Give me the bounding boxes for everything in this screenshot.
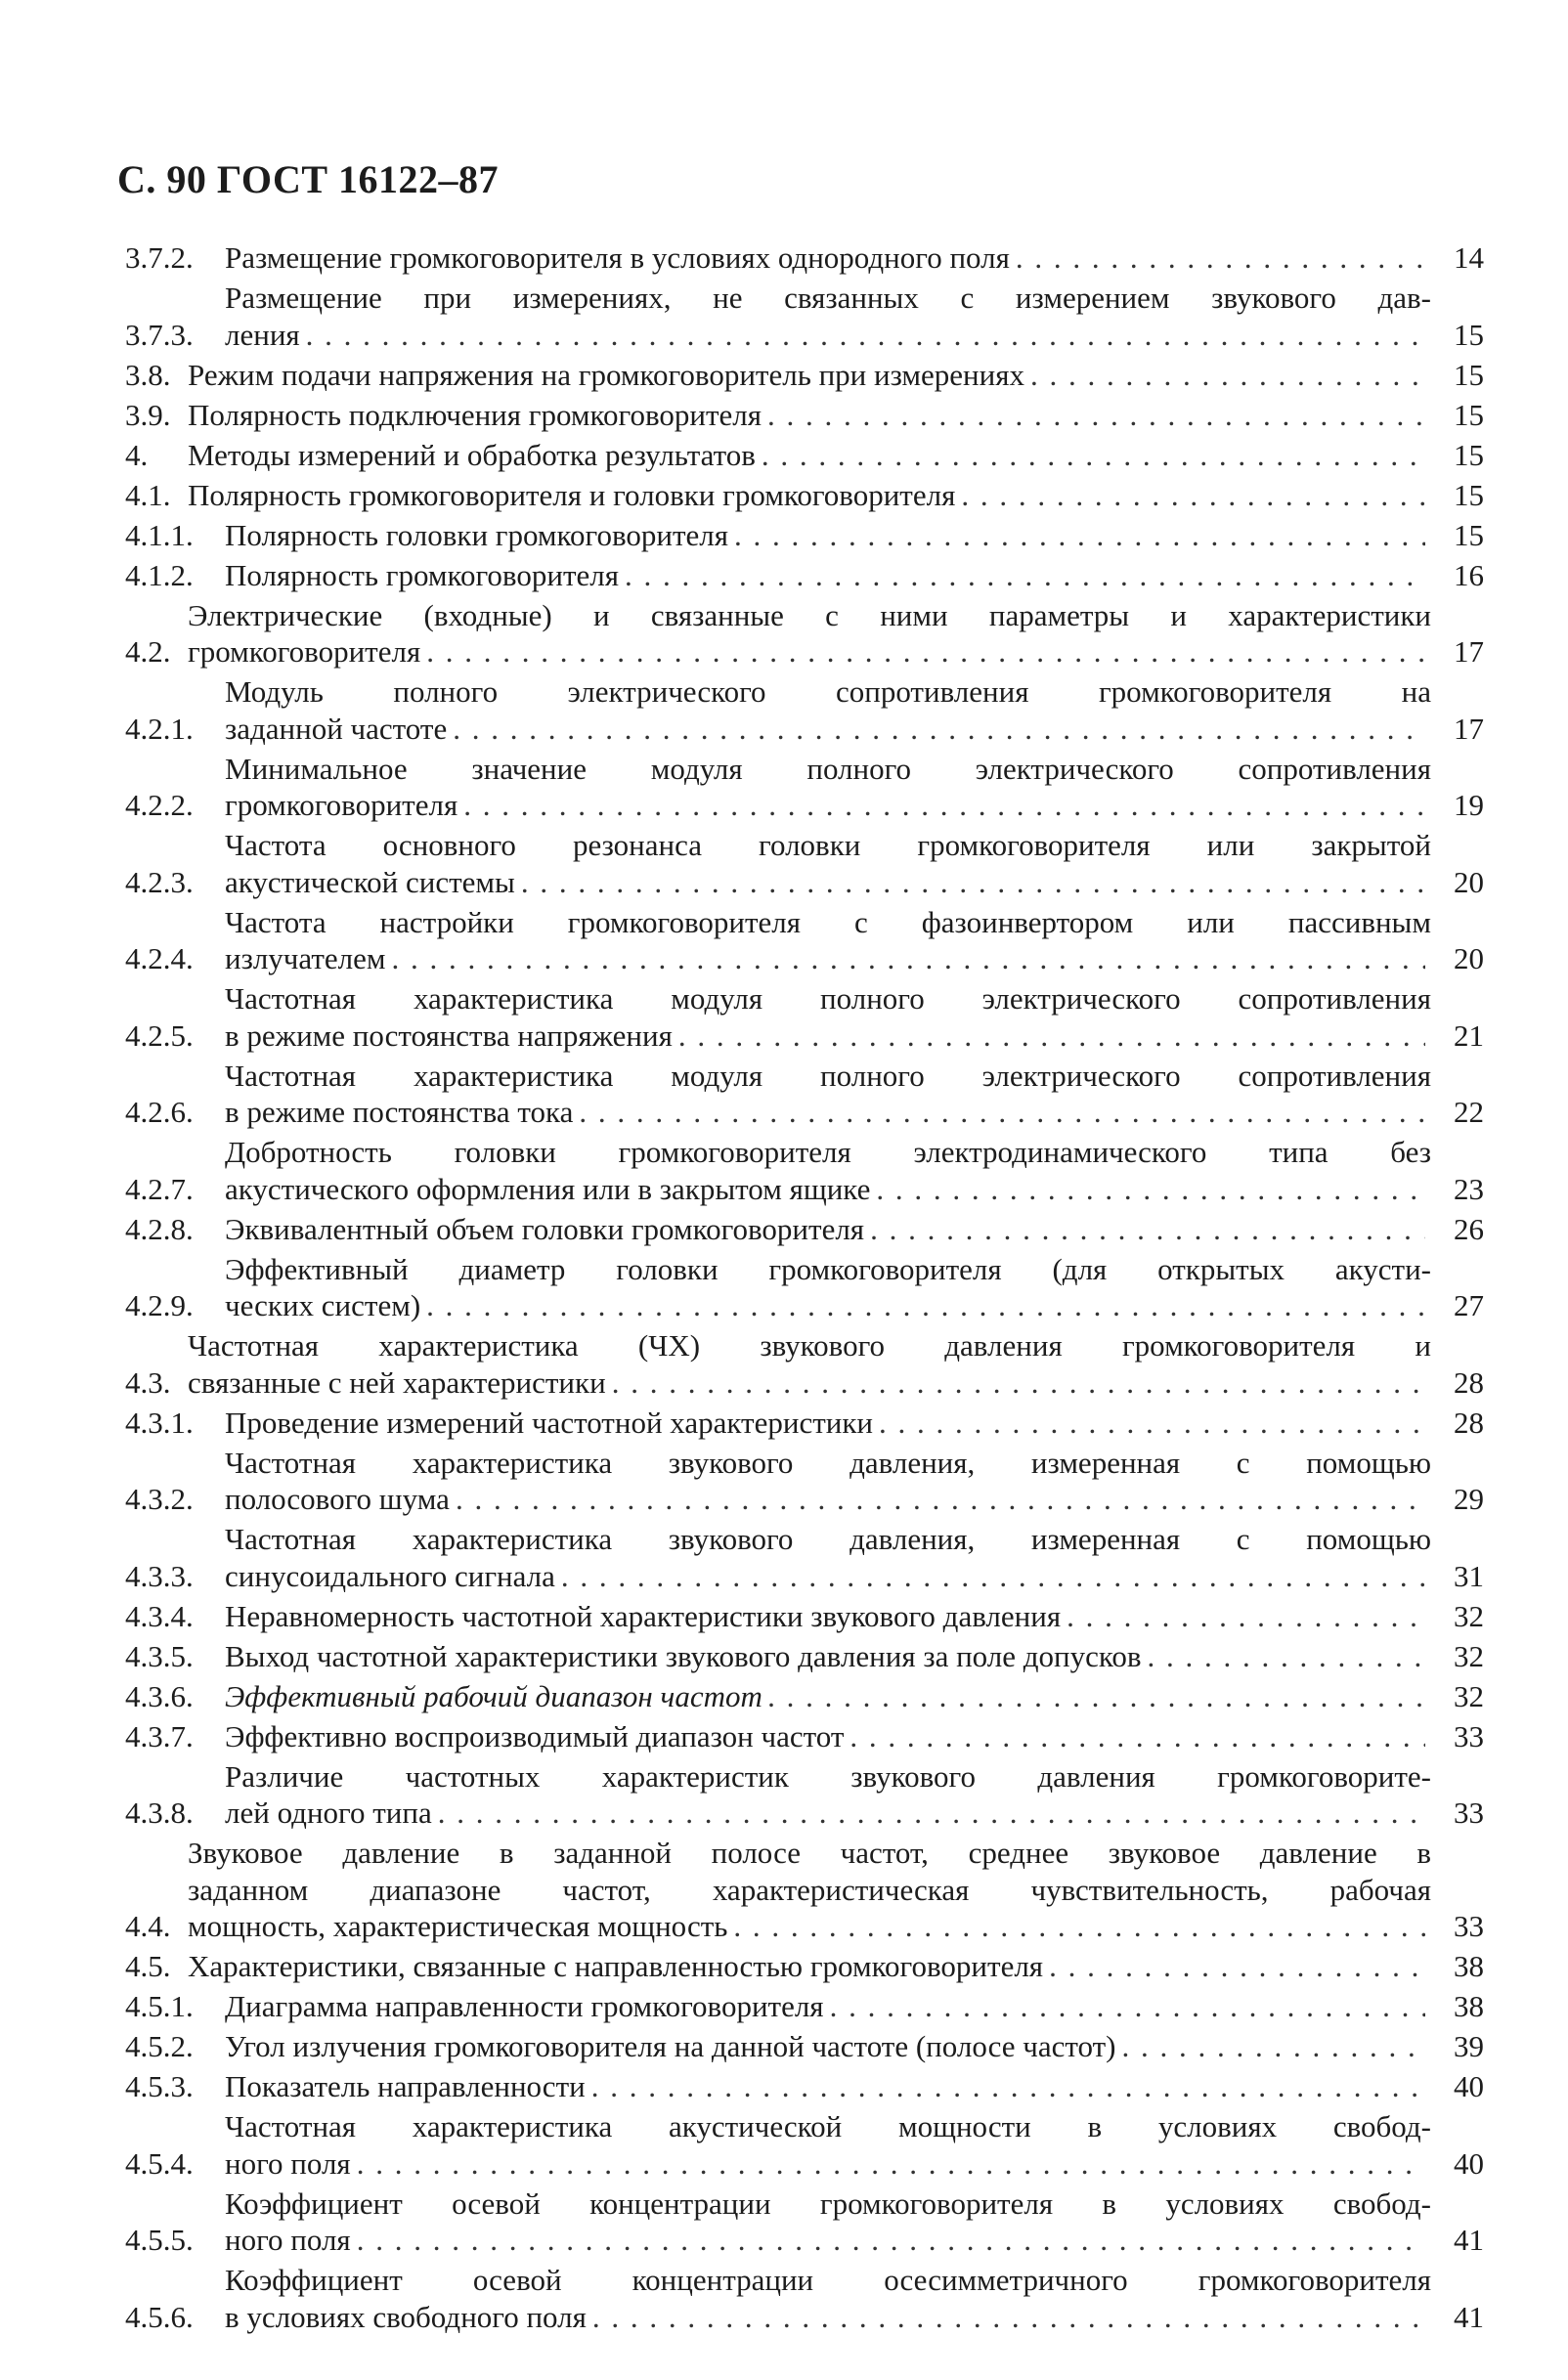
dot-leader	[453, 711, 1425, 748]
dot-leader	[357, 2145, 1425, 2183]
toc-entry	[125, 1058, 1484, 1131]
toc-entry	[125, 1678, 1484, 1715]
toc-entry-title-line: Показатель направленности	[225, 2069, 586, 2103]
toc-entry-title-line: Выход частотной характеристики звукового давления за поле допусков	[225, 1638, 1142, 1673]
toc-entry-page: 16	[1454, 557, 1484, 592]
toc-entry-number: 4.3.4.	[125, 1598, 194, 1633]
toc-entry-title-line: Эффективный рабочий диапазон частот	[225, 1678, 762, 1713]
toc-entry-number: 4.3.6.	[125, 1678, 194, 1713]
toc-entry-number: 4.5.4.	[125, 2145, 194, 2181]
toc-entry	[125, 1598, 1484, 1635]
toc-entry-page: 15	[1454, 317, 1484, 352]
dot-leader	[612, 1364, 1425, 1402]
toc-entry	[125, 397, 1484, 434]
toc-entry-page: 23	[1454, 1171, 1484, 1206]
toc-entry-title-line: Частотная характеристика (ЧХ) звукового давления громкоговорителя и	[188, 1328, 1431, 1363]
toc-entry-title-line: ления	[225, 317, 300, 352]
dot-leader	[463, 787, 1425, 824]
toc-entry-page: 17	[1454, 634, 1484, 669]
toc-entry-page: 28	[1454, 1364, 1484, 1400]
toc-entry-page: 15	[1454, 437, 1484, 472]
toc-entry-number: 4.2.1.	[125, 711, 194, 746]
toc-entry-title-line: Размещение громкоговорителя в условиях однородного поля	[225, 240, 1010, 275]
dot-leader	[830, 1988, 1425, 2025]
dot-leader	[879, 1405, 1425, 1442]
dot-leader	[426, 1287, 1425, 1324]
toc-entry-title-line: акустической системы	[225, 864, 515, 899]
toc-entry-title-line: полосового шума	[225, 1482, 450, 1516]
toc-entry-title-line: ческих систем)	[225, 1288, 421, 1322]
toc-entry-title-line: Методы измерений и обработка результатов	[188, 437, 756, 472]
toc-entry	[125, 280, 1484, 353]
toc-entry-title-line: Коэффициент осевой концентрации громкоговорителя в условиях свобод-	[225, 2185, 1431, 2221]
dot-leader	[357, 2222, 1425, 2259]
toc-entry-page: 31	[1454, 1558, 1484, 1593]
toc-entry-page: 32	[1454, 1678, 1484, 1713]
toc-entry-number: 4.3.3.	[125, 1558, 194, 1593]
toc-entry-title-line: мощность, характеристическая мощность	[188, 1909, 728, 1943]
dot-leader	[678, 1017, 1425, 1055]
toc-entry-page: 29	[1454, 1482, 1484, 1516]
toc-entry-title-line: Характеристики, связанные с направленностью громкоговорителя	[188, 1949, 1044, 1983]
dot-leader	[1067, 1598, 1425, 1635]
dot-leader	[876, 1171, 1425, 1208]
toc-entry	[125, 1638, 1484, 1675]
toc-entry-number: 4.3.	[125, 1364, 171, 1400]
toc-entry-page: 38	[1454, 1989, 1484, 2023]
dot-leader	[1030, 357, 1425, 394]
toc-entry-title-line: Эффективный диаметр головки громкоговорителя (для открытых акусти-	[225, 1251, 1431, 1286]
toc-entry-page: 20	[1454, 941, 1484, 975]
toc-entry-number: 3.7.3.	[125, 317, 194, 352]
toc-entry-title-line: Частотная характеристика звукового давления, измеренная с помощью	[225, 1445, 1431, 1480]
toc-entry	[125, 2108, 1484, 2182]
toc-entry-title-line: связанные с ней характеристики	[188, 1364, 606, 1400]
dot-leader	[438, 1795, 1425, 1832]
toc-entry-page: 19	[1454, 788, 1484, 822]
toc-entry-number: 4.2.5.	[125, 1017, 194, 1053]
toc-entry-title-line: синусоидального сигнала	[225, 1558, 555, 1593]
toc-entry-page: 40	[1454, 2069, 1484, 2103]
toc-entry-number: 4.2.7.	[125, 1171, 194, 1206]
toc-entry-title-line: Минимальное значение модуля полного электрического сопротивления	[225, 751, 1431, 786]
dot-leader	[521, 864, 1425, 901]
toc-entry-title-line: громкоговорителя	[188, 634, 421, 669]
toc-entry-title-line: заданном диапазоне частот, характеристическая чувствительность, рабочая	[188, 1872, 1431, 1907]
toc-entry	[125, 357, 1484, 394]
toc-entry	[125, 2068, 1484, 2105]
toc-entry-number: 4.3.7.	[125, 1718, 194, 1753]
toc-entry-page: 14	[1454, 240, 1484, 275]
toc-entry-page: 17	[1454, 711, 1484, 746]
toc-entry-number: 3.8.	[125, 357, 171, 392]
toc-entry-page: 15	[1454, 517, 1484, 552]
toc-entry-title-line: излучателем	[225, 941, 386, 975]
dot-leader	[1148, 1638, 1426, 1675]
toc-entry-title-line: Модуль полного электрического сопротивления громкоговорителя на	[225, 674, 1431, 709]
toc-entry	[125, 477, 1484, 514]
toc-entry-title-line: Частота настройки громкоговорителя с фазоинвертором или пассивным	[225, 904, 1431, 939]
toc-entry-title-line: Частотная характеристика модуля полного электрического сопротивления	[225, 981, 1431, 1016]
dot-leader	[734, 517, 1425, 554]
toc-entry-number: 4.5.5.	[125, 2223, 194, 2257]
toc-entry-title-line: Эквивалентный объем головки громкоговорителя	[225, 1211, 865, 1246]
toc-entry-title-line: Частотная характеристика звукового давления, измеренная с помощью	[225, 1522, 1431, 1556]
dot-leader	[762, 437, 1425, 474]
dot-leader	[849, 1718, 1425, 1755]
toc-entry-title-line: акустического оформления или в закрытом ящике	[225, 1171, 871, 1206]
toc-entry-title-line: громкоговорителя	[225, 788, 458, 822]
toc-entry-title-line: Частота основного резонанса головки громкоговорителя или закрытой	[225, 828, 1431, 862]
toc-entry	[125, 1251, 1484, 1324]
toc-entry-title-line: Угол излучения громкоговорителя на данной частоте (полосе частот)	[225, 2029, 1116, 2063]
toc-entry	[125, 1211, 1484, 1248]
toc-entry-number: 4.5.	[125, 1949, 171, 1983]
toc-entry-title-line: Проведение измерений частотной характеристики	[225, 1405, 873, 1440]
dot-leader	[767, 397, 1425, 434]
toc-entry	[125, 1835, 1484, 1945]
toc-entry-page: 26	[1454, 1211, 1484, 1246]
toc-entry	[125, 751, 1484, 824]
toc-entry	[125, 904, 1484, 977]
toc-entry-title-line: Электрические (входные) и связанные с ними параметры и характеристики	[188, 597, 1431, 632]
dot-leader	[870, 1211, 1425, 1248]
dot-leader	[426, 633, 1425, 671]
toc-entry-number: 4.1.	[125, 477, 171, 512]
toc-entry-page: 15	[1454, 477, 1484, 512]
toc-entry-number: 4.3.8.	[125, 1796, 194, 1830]
dot-leader	[768, 1678, 1425, 1715]
toc-entry-page: 22	[1454, 1095, 1484, 1129]
toc-entry	[125, 1758, 1484, 1832]
toc-entry-number: 4.5.1.	[125, 1989, 194, 2023]
toc-entry	[125, 1948, 1484, 1985]
toc-entry-title-line: Полярность головки громкоговорителя	[225, 517, 729, 552]
toc-entry-title-line: ного поля	[225, 2223, 351, 2257]
toc-entry	[125, 827, 1484, 900]
toc-entry-number: 4.2.6.	[125, 1095, 194, 1129]
toc-entry-title-line: Размещение при измерениях, не связанных с измерением звукового дав-	[225, 281, 1431, 315]
toc-entry	[125, 1405, 1484, 1442]
toc-entry-number: 4.5.3.	[125, 2069, 194, 2103]
toc-entry-page: 41	[1454, 2223, 1484, 2257]
toc-entry-page: 39	[1454, 2029, 1484, 2063]
dot-leader	[1016, 239, 1425, 277]
dot-leader	[456, 1481, 1425, 1518]
toc-entry	[125, 597, 1484, 671]
dot-leader	[561, 1558, 1425, 1595]
toc-entry-number: 4.2.	[125, 634, 171, 669]
toc-entry-number: 4.2.3.	[125, 864, 194, 899]
toc-entry-number: 4.4.	[125, 1909, 171, 1943]
toc-entry-title-line: Полярность громкоговорителя и головки громкоговорителя	[188, 477, 956, 512]
toc-entry	[125, 557, 1484, 594]
toc-entry-number: 4.2.8.	[125, 1211, 194, 1246]
toc-entry-number: 4.3.1.	[125, 1405, 194, 1440]
toc-entry-title-line: Полярность громкоговорителя	[225, 557, 619, 592]
toc-entry-page: 32	[1454, 1598, 1484, 1633]
toc-entry-title-line: в режиме постоянства тока	[225, 1095, 574, 1129]
toc-entry	[125, 1445, 1484, 1518]
page-header: С. 90 ГОСТ 16122–87	[117, 157, 500, 201]
toc-entry-title-line: Полярность подключения громкоговорителя	[188, 397, 762, 432]
toc-entry	[125, 517, 1484, 554]
toc-entry-number: 4.1.1.	[125, 517, 194, 552]
toc-entry	[125, 1718, 1484, 1755]
toc-entry-page: 33	[1454, 1909, 1484, 1943]
toc-entry-title-line: заданной частоте	[225, 711, 448, 746]
toc-entry-title-line: Различие частотных характеристик звукового давления громкоговорите-	[225, 1758, 1431, 1794]
dot-leader	[579, 1094, 1425, 1131]
toc-entry-page: 27	[1454, 1288, 1484, 1322]
dot-leader	[392, 940, 1425, 977]
toc-entry	[125, 2028, 1484, 2065]
toc-entry-page: 33	[1454, 1718, 1484, 1753]
toc-entry-title-line: Добротность головки громкоговорителя электродинамического типа без	[225, 1135, 1431, 1169]
toc-entry-number: 4.2.4.	[125, 941, 194, 975]
dot-leader	[1049, 1948, 1425, 1985]
toc-entry-title-line: Коэффициент осевой концентрации осесимметричного громкоговорителя	[225, 2263, 1431, 2297]
toc-entry-title-line: Эффективно воспроизводимый диапазон частот	[225, 1718, 845, 1753]
toc-entry-page: 21	[1454, 1017, 1484, 1053]
toc-entry	[125, 437, 1484, 474]
toc-entry	[125, 1988, 1484, 2025]
toc-entry-number: 3.9.	[125, 397, 171, 432]
toc-entry-number: 4.3.5.	[125, 1638, 194, 1673]
toc-entry-title-line: лей одного типа	[225, 1796, 432, 1830]
toc-entry-title-line: Режим подачи напряжения на громкоговоритель при измерениях	[188, 357, 1024, 392]
toc-entry-page: 41	[1454, 2299, 1484, 2334]
toc-entry	[125, 673, 1484, 747]
table-of-contents	[125, 239, 1484, 2339]
toc-entry	[125, 2262, 1484, 2335]
toc-entry	[125, 980, 1484, 1054]
toc-entry-number: 4.	[125, 437, 149, 472]
toc-entry-title-line: Частотная характеристика акустической мощности в условиях свобод-	[225, 2109, 1431, 2143]
toc-entry-title-line: в режиме постоянства напряжения	[225, 1017, 673, 1053]
toc-entry-number: 4.5.2.	[125, 2029, 194, 2063]
dot-leader	[306, 317, 1425, 354]
toc-entry-page: 40	[1454, 2145, 1484, 2181]
toc-entry-page: 20	[1454, 864, 1484, 899]
toc-entry	[125, 1134, 1484, 1207]
toc-entry-title-line: Звуковое давление в заданной полосе частот, среднее звуковое давление в	[188, 1836, 1431, 1870]
toc-entry-number: 4.3.2.	[125, 1482, 194, 1516]
toc-entry-number: 3.7.2.	[125, 240, 194, 275]
toc-entry-title-line: ного поля	[225, 2145, 351, 2181]
dot-leader	[1121, 2028, 1425, 2065]
toc-entry-title-line: Неравномерность частотной характеристики звукового давления	[225, 1598, 1062, 1633]
toc-entry-title-line: Частотная характеристика модуля полного электрического сопротивления	[225, 1058, 1431, 1093]
toc-entry-page: 28	[1454, 1405, 1484, 1440]
toc-entry	[125, 2185, 1484, 2259]
toc-entry	[125, 1521, 1484, 1594]
toc-entry-page: 15	[1454, 397, 1484, 432]
toc-entry-page: 15	[1454, 357, 1484, 392]
toc-entry-page: 38	[1454, 1949, 1484, 1983]
toc-entry-number: 4.1.2.	[125, 557, 194, 592]
dot-leader	[591, 2068, 1425, 2105]
toc-entry-title-line: в условиях свободного поля	[225, 2299, 587, 2334]
dot-leader	[592, 2299, 1425, 2336]
toc-entry-number: 4.2.9.	[125, 1288, 194, 1322]
toc-entry	[125, 239, 1484, 277]
dot-leader	[625, 557, 1425, 594]
toc-entry-number: 4.2.2.	[125, 788, 194, 822]
toc-entry-number: 4.5.6.	[125, 2299, 194, 2334]
toc-entry-page: 33	[1454, 1796, 1484, 1830]
toc-entry-title-line: Диаграмма направленности громкоговорителя	[225, 1989, 824, 2023]
dot-leader	[961, 477, 1425, 514]
dot-leader	[733, 1908, 1425, 1945]
toc-entry-page: 32	[1454, 1638, 1484, 1673]
toc-entry	[125, 1327, 1484, 1401]
